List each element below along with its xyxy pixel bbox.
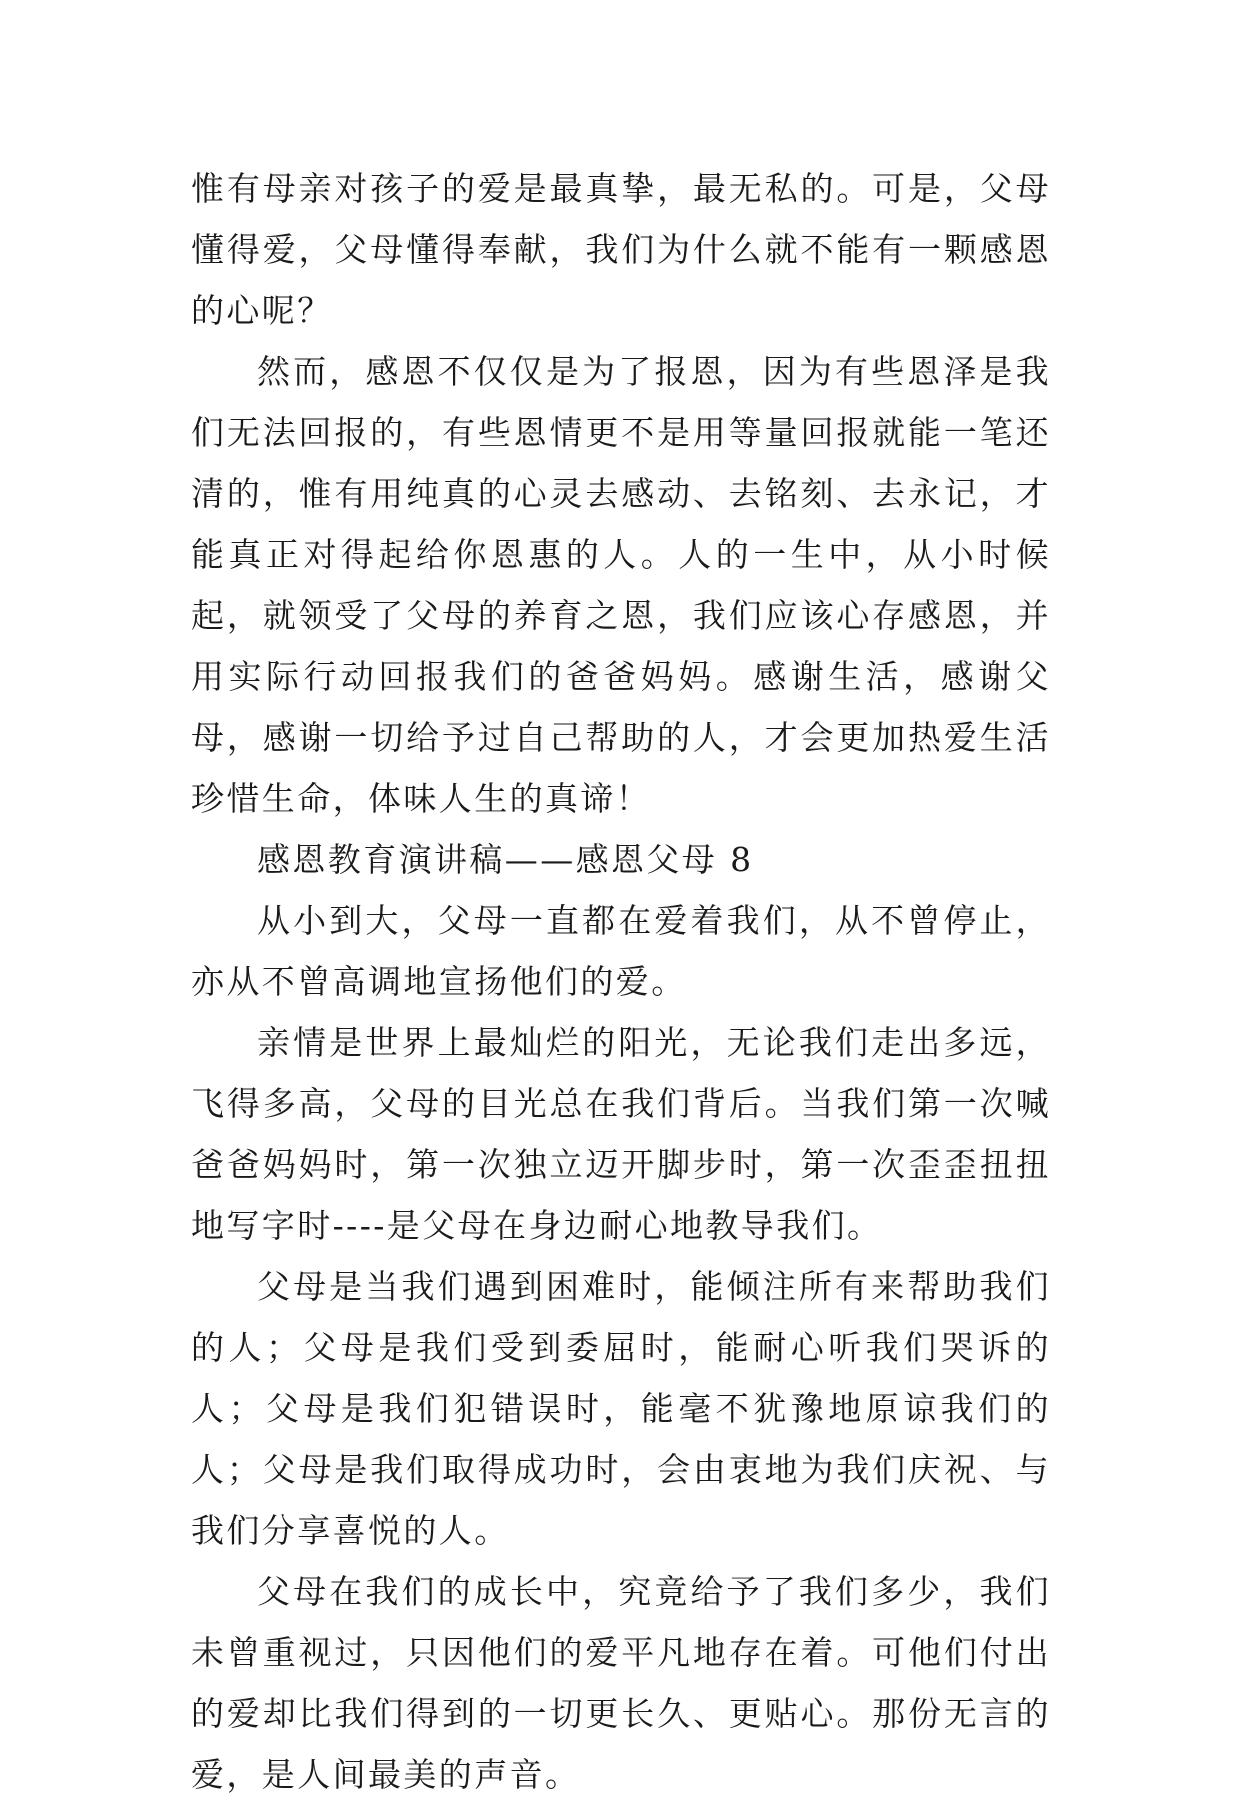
- paragraph-1: 惟有母亲对孩子的爱是最真挚，最无私的。可是，父母懂得爱，父母懂得奉献，我们为什么就不能有一颗感恩的心呢？: [191, 169, 1051, 330]
- paragraph-5: 父母是当我们遇到困难时，能倾注所有来帮助我们的人；父母是我们受到委屈时，能耐心听我们哭诉的人；父母是我们犯错误时，能毫不犹豫地原谅我们的人；父母是我们取得成功时，会由衷地为我们庆祝、与我们分享喜悦的人。: [191, 1267, 1051, 1550]
- paragraph-3: 从小到大，父母一直都在爱着我们，从不曾停止，亦从不曾高调地宣扬他们的爱。: [191, 901, 1051, 1001]
- paragraph-6: 父母在我们的成长中，究竟给予了我们多少，我们未曾重视过，只因他们的爱平凡地存在着。可他们付出的爱却比我们得到的一切更长久、更贴心。那份无言的爱，是人间最美的声音。: [191, 1572, 1051, 1794]
- paragraph-4: 亲情是世界上最灿烂的阳光，无论我们走出多远，飞得多高，父母的目光总在我们背后。当我们第一次喊爸爸妈妈时，第一次独立迈开脚步时，第一次歪歪扭扭地写字时----是父母在身边耐心地教导我们。: [191, 1023, 1051, 1245]
- paragraph-2: 然而，感恩不仅仅是为了报恩，因为有些恩泽是我们无法回报的，有些恩情更不是用等量回报就能一笔还清的，惟有用纯真的心灵去感动、去铭刻、去永记，才能真正对得起给你恩惠的人。人的一生中，从小时候起，就领受了父母的养育之恩，我们应该心存感恩，并用实际行动回报我们的爸爸妈妈。感谢生活，感谢父母，感谢一切给予过自己帮助的人，才会更加热爱生活珍惜生命，体味人生的真谛！: [191, 352, 1051, 818]
- document-body: [191, 158, 1051, 1805]
- section-heading: 感恩教育演讲稿——感恩父母 8: [257, 840, 754, 879]
